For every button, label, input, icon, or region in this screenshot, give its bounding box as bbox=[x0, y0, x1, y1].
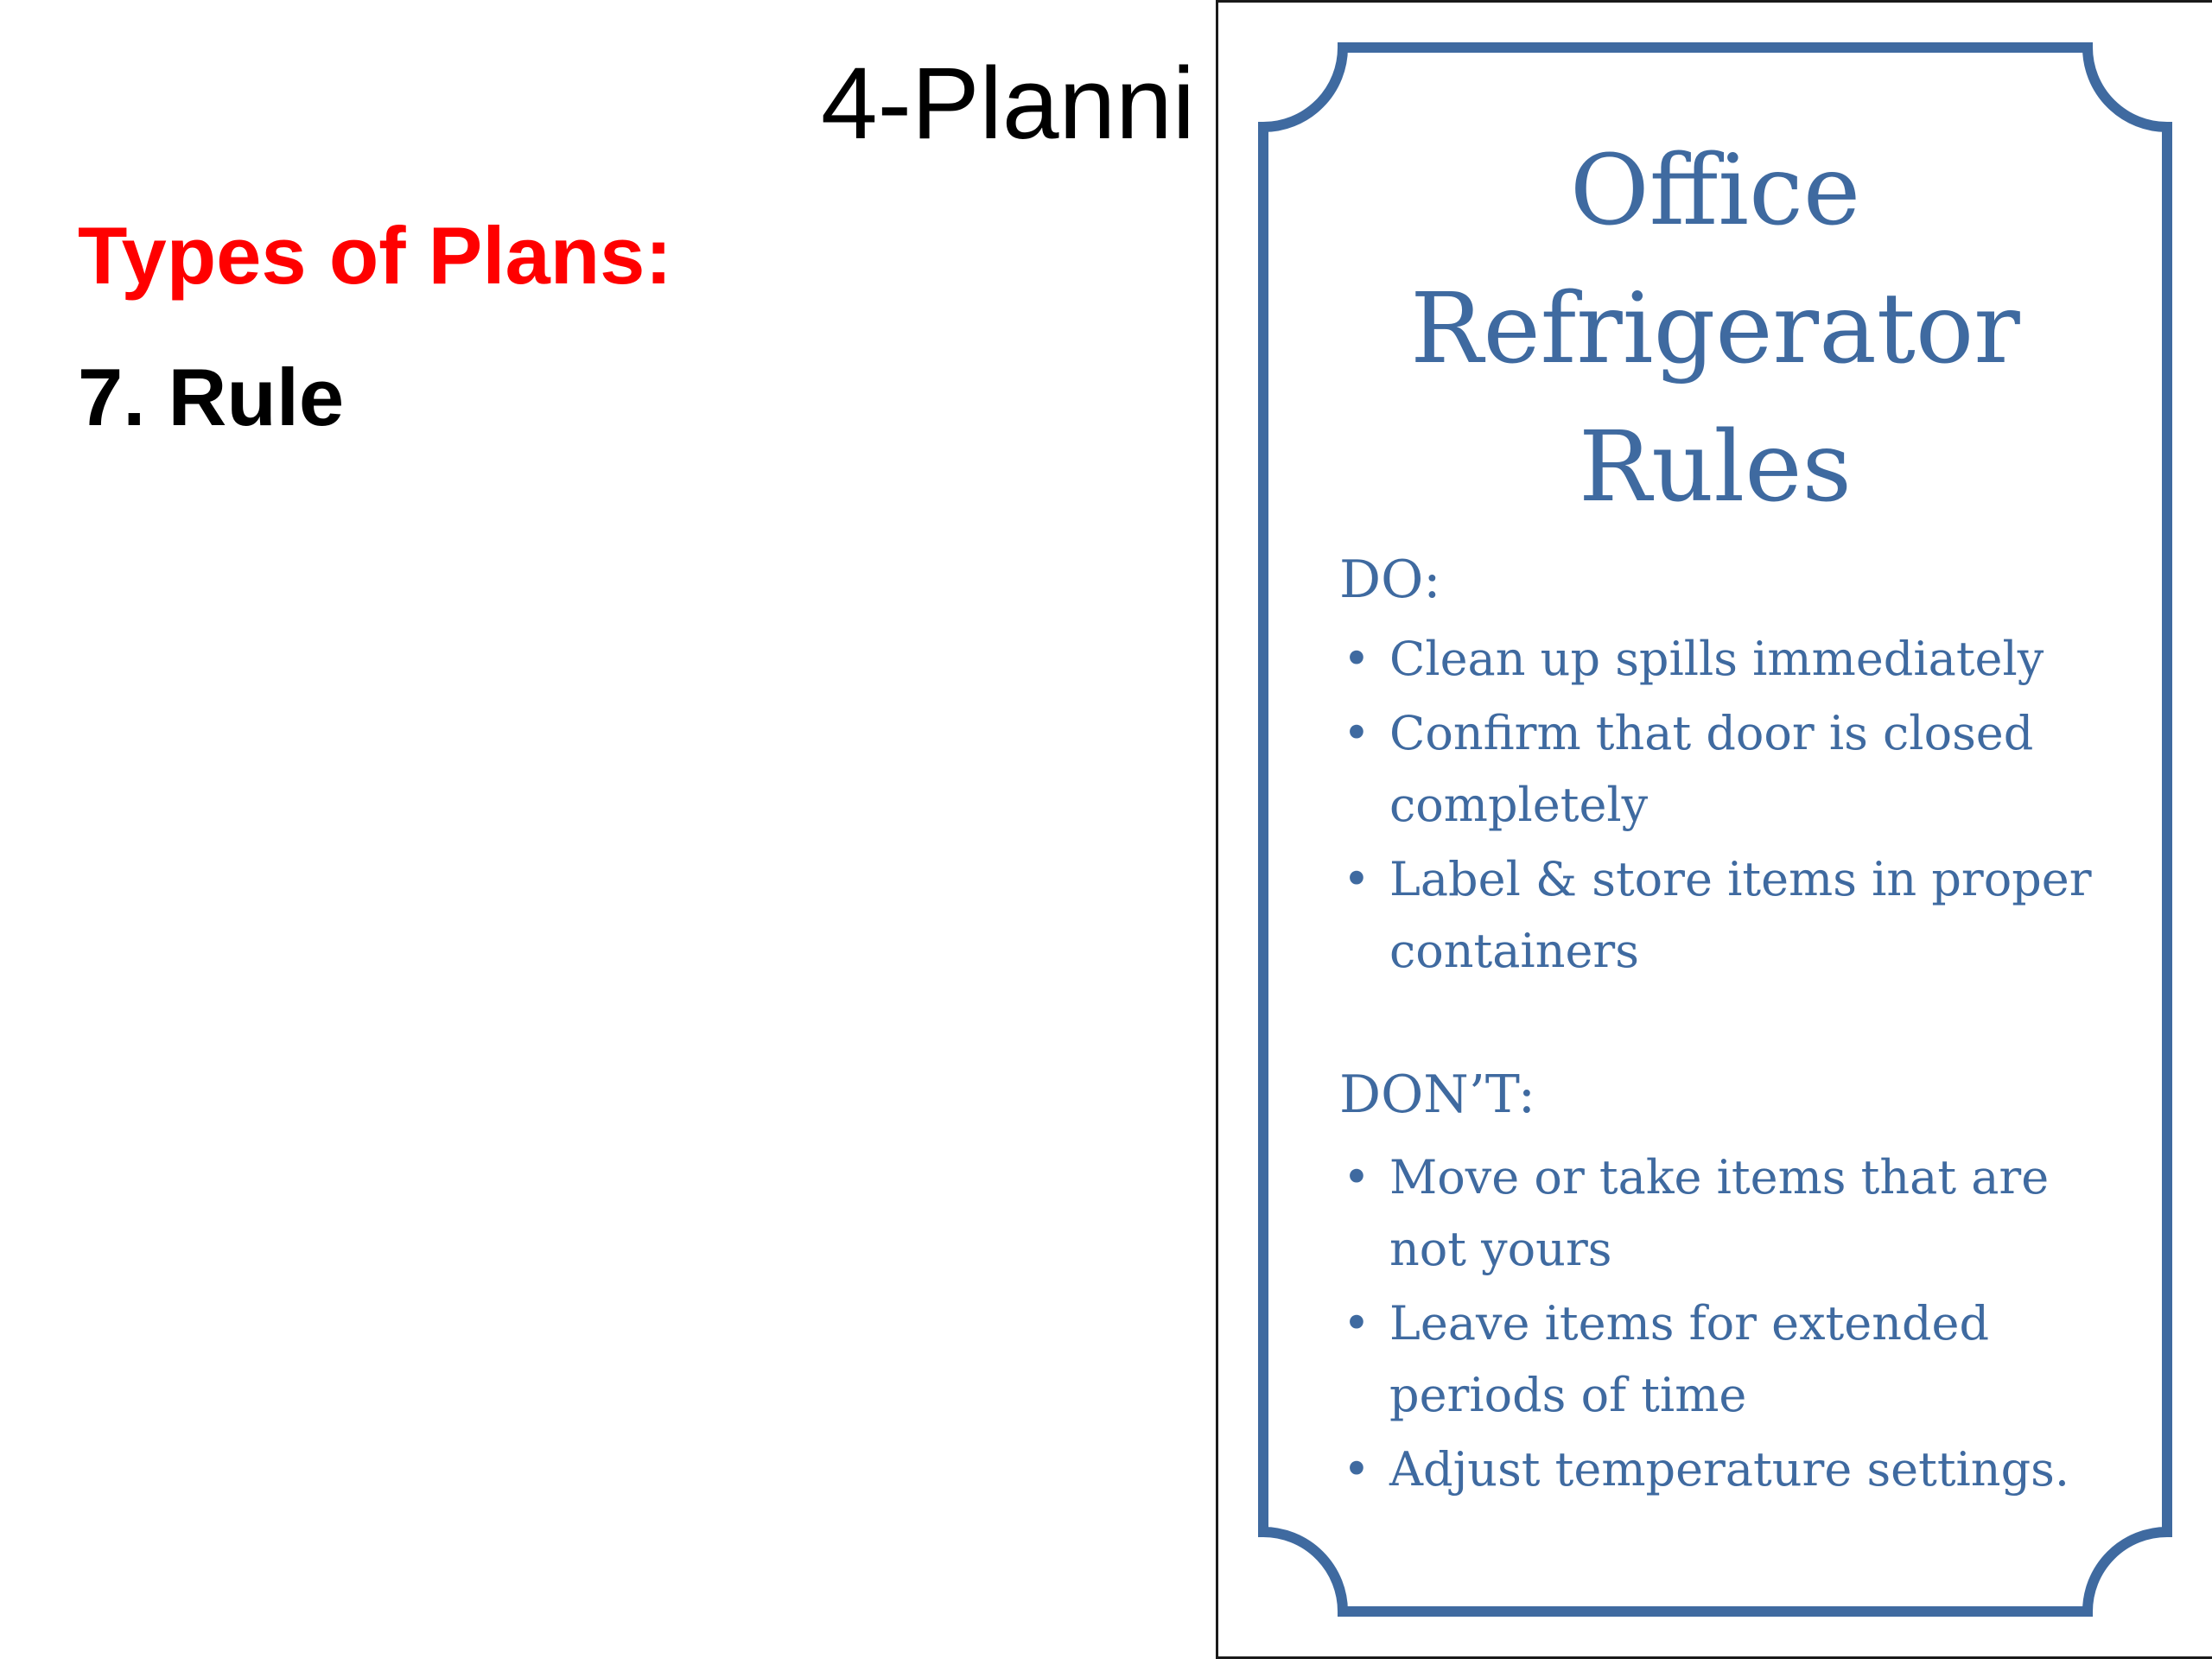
dont-item-text: Adjust temperature settings. bbox=[1389, 1442, 2070, 1497]
slide-title: 4-Planni bbox=[821, 47, 1195, 161]
refrigerator-rules-poster bbox=[1216, 0, 2212, 1659]
bullet: • bbox=[1343, 1150, 1370, 1205]
dont-list-item bbox=[1339, 1287, 2117, 1431]
poster-title-line: Refrigerator bbox=[1410, 273, 2020, 385]
poster-title bbox=[1218, 122, 2212, 537]
dont-item-text: Leave items for extended periods of time bbox=[1389, 1296, 1990, 1422]
poster-title-line: Rules bbox=[1578, 411, 1853, 524]
do-list-item bbox=[1339, 623, 2117, 695]
dont-item-text: Move or take items that are not yours bbox=[1389, 1150, 2050, 1276]
dont-list-item bbox=[1339, 1141, 2117, 1285]
bullet: • bbox=[1343, 632, 1370, 686]
bullet: • bbox=[1343, 706, 1370, 760]
bullet: • bbox=[1343, 1442, 1370, 1497]
do-list bbox=[1339, 623, 2117, 989]
dont-list-item bbox=[1339, 1433, 2117, 1505]
do-item-text: Label & store items in proper containers bbox=[1389, 852, 2092, 978]
do-label: DO: bbox=[1339, 550, 1441, 610]
do-list-item bbox=[1339, 697, 2117, 841]
do-list-item bbox=[1339, 843, 2117, 987]
bullet: • bbox=[1343, 1296, 1370, 1351]
dont-list bbox=[1339, 1141, 2117, 1508]
poster-title-line: Office bbox=[1569, 135, 1861, 247]
section-heading: Types of Plans: bbox=[78, 210, 672, 301]
do-item-text: Clean up spills immediately bbox=[1389, 632, 2044, 686]
bullet: • bbox=[1343, 852, 1370, 906]
do-item-text: Confirm that door is closed completely bbox=[1389, 706, 2034, 832]
plan-type-item: 7. Rule bbox=[78, 352, 345, 442]
dont-label: DON’T: bbox=[1339, 1065, 1535, 1125]
